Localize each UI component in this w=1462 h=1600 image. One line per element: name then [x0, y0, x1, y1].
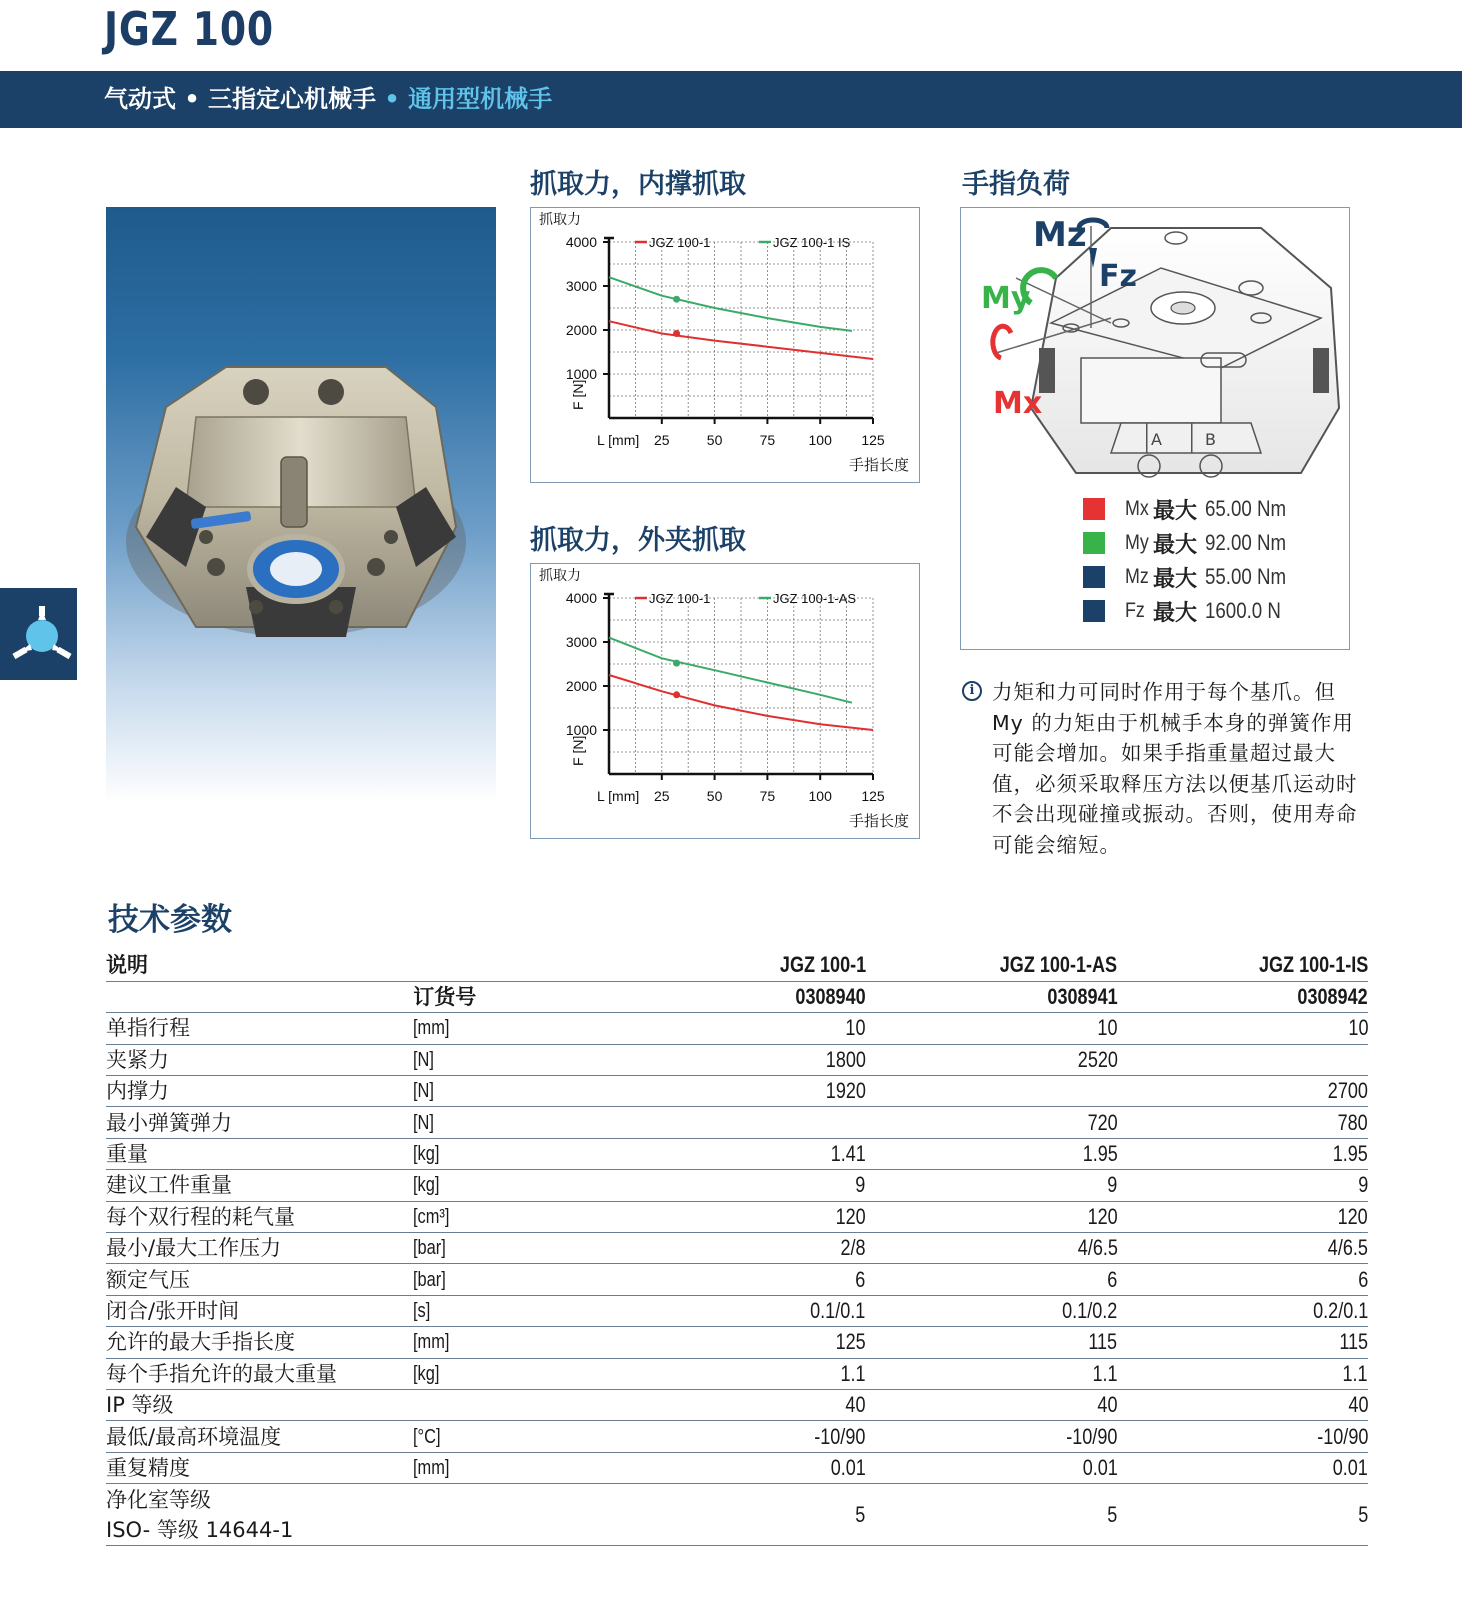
spec-row-value: 0.1/0.1 [619, 1295, 865, 1326]
load-legend-mz [1083, 562, 1300, 592]
series-line [609, 277, 852, 331]
spec-row-value: 1.1 [619, 1358, 865, 1389]
diagram-label-mz: Mz [1033, 215, 1087, 255]
spec-row-value: 0.1/0.2 [866, 1295, 1118, 1326]
x-axis-label: L [mm] [597, 432, 640, 448]
spec-order-label: 订货号 [413, 981, 619, 1012]
spec-row-label: 建议工件重量 [106, 1170, 413, 1201]
x-tick-label: 100 [808, 432, 832, 448]
spec-row-value: 780 [1118, 1107, 1368, 1138]
spec-row-unit: [N] [413, 1076, 619, 1107]
spec-row [106, 1013, 1368, 1044]
spec-row-label: 每个双行程的耗气量 [106, 1201, 413, 1232]
series-marker [673, 296, 680, 303]
spec-row-value: -10/90 [619, 1421, 865, 1452]
y-tick-label: 1000 [565, 366, 597, 382]
legend-swatch [1083, 566, 1105, 588]
spec-header-label: 说明 [106, 950, 413, 981]
spec-row-label: 重复精度 [106, 1452, 413, 1483]
x-tick-label: 50 [706, 432, 723, 448]
spec-row-value: 6 [1118, 1264, 1368, 1295]
spec-row-value: 4/6.5 [1118, 1233, 1368, 1264]
spec-row-cleanroom [106, 1484, 1368, 1546]
spec-row-value: 125 [619, 1327, 865, 1358]
spec-row-value: 5 [866, 1484, 1118, 1546]
x-tick-label: 75 [759, 432, 776, 448]
spec-row-value: 40 [1118, 1389, 1368, 1420]
spec-row-value: 115 [866, 1327, 1118, 1358]
spec-row-value: 9 [619, 1170, 865, 1201]
spec-row-unit: [N] [413, 1107, 619, 1138]
spec-order-number: 0308941 [866, 981, 1118, 1012]
legend-label: JGZ 100-1 [649, 235, 711, 250]
x-tick-label: 125 [861, 788, 885, 804]
load-note-text: 力矩和力可同时作用于每个基爪。但 My 的力矩由于机械手本身的弹簧作用可能会增加。如果手指重量超过最大值，必须采取释压方法以便基爪运动时不会出现碰撞或振动。否则，使用寿命可能会缩短。 [992, 680, 1358, 857]
spec-row-value: 6 [866, 1264, 1118, 1295]
legend-label: 最大 [1153, 566, 1198, 592]
category-header-bar [0, 71, 1462, 128]
spec-row-value: 10 [619, 1013, 865, 1044]
breadcrumb-accent: 通用型机械手 [408, 85, 553, 113]
spec-row [106, 1452, 1368, 1483]
spec-row [106, 1170, 1368, 1201]
spec-header-col: JGZ 100-1 [619, 950, 865, 981]
legend-symbol: Mz [1125, 565, 1149, 588]
spec-order-number: 0308940 [619, 981, 865, 1012]
legend-label: 最大 [1153, 532, 1198, 558]
spec-title: 技术参数 [108, 902, 232, 938]
spec-header-col: JGZ 100-1-IS [1118, 950, 1368, 981]
legend-value: 65.00 Nm [1205, 496, 1287, 521]
spec-row-label: 额定气压 [106, 1264, 413, 1295]
three-finger-gripper-icon [0, 588, 77, 680]
chart-outer-plot [531, 564, 921, 840]
finger-load-diagram [961, 208, 1348, 498]
chart-grid [609, 598, 873, 774]
spec-row-value: 1.1 [1118, 1358, 1368, 1389]
x-axis-label: L [mm] [597, 788, 640, 804]
gripper-product-image [106, 207, 496, 803]
series-line [609, 638, 852, 703]
spec-row-value: -10/90 [866, 1421, 1118, 1452]
spec-row-unit: [bar] [413, 1233, 619, 1264]
spec-row-value: 9 [866, 1170, 1118, 1201]
spec-row-value: 2700 [1118, 1076, 1368, 1107]
spec-row-value: 5 [1118, 1484, 1368, 1546]
spec-row-value: -10/90 [1118, 1421, 1368, 1452]
y-tick-label: 4000 [565, 590, 597, 606]
legend-value: 55.00 Nm [1205, 564, 1287, 589]
spec-row-value: 1.95 [1118, 1138, 1368, 1169]
spec-row [106, 1295, 1368, 1326]
spec-row-value: 4/6.5 [866, 1233, 1118, 1264]
y-axis-label: F [N] [570, 735, 586, 766]
finger-load-heading: 手指负荷 [962, 169, 1070, 200]
spec-order-number: 0308942 [1118, 981, 1368, 1012]
y-tick-label: 4000 [565, 234, 597, 250]
chart-inner-box [530, 207, 920, 483]
x-tick-label: 25 [654, 788, 670, 804]
product-photo-panel [106, 207, 496, 803]
spec-row-label: 净化室等级 ISO- 等级 14644-1 [106, 1484, 413, 1546]
x-axis-caption: 手指长度 [848, 812, 909, 830]
series-marker [673, 660, 680, 667]
spec-row-label: 内撑力 [106, 1076, 413, 1107]
legend-symbol: Mx [1125, 497, 1149, 520]
breadcrumb-main: 气动式 • 三指定心机械手 [104, 85, 377, 113]
spec-row-unit: [bar] [413, 1264, 619, 1295]
y-axis-title: 抓取力 [539, 568, 581, 584]
spec-row-value: 0.01 [619, 1452, 865, 1483]
x-tick-label: 125 [861, 432, 885, 448]
spec-row-value: 5 [619, 1484, 865, 1546]
y-tick-label: 2000 [565, 678, 597, 694]
legend-swatch [1083, 498, 1105, 520]
info-icon: i [962, 681, 982, 701]
spec-row-value: 115 [1118, 1327, 1368, 1358]
spec-row-value [619, 1107, 865, 1138]
spec-row-value: 10 [1118, 1013, 1368, 1044]
legend-symbol: Fz [1125, 599, 1145, 622]
finger-load-box [960, 207, 1350, 650]
legend-label: 最大 [1153, 498, 1198, 524]
x-tick-label: 75 [759, 788, 776, 804]
spec-row-value: 2520 [866, 1044, 1118, 1075]
y-axis-title: 抓取力 [539, 212, 581, 228]
category-breadcrumb [104, 81, 552, 117]
spec-row-value [1118, 1044, 1368, 1075]
legend-label: 最大 [1153, 600, 1198, 626]
y-axis-label: F [N] [570, 379, 586, 410]
legend-label: JGZ 100-1-AS [773, 591, 857, 606]
spec-row-unit: [cm³] [413, 1201, 619, 1232]
spec-row-unit: [kg] [413, 1358, 619, 1389]
diagram-label-b: B [1205, 430, 1216, 449]
legend-label: JGZ 100-1 IS [773, 235, 851, 250]
legend-swatch [1083, 600, 1105, 622]
spec-row [106, 1044, 1368, 1075]
load-legend-mx [1083, 494, 1300, 524]
spec-row-label: 允许的最大手指长度 [106, 1327, 413, 1358]
spec-row [106, 1421, 1368, 1452]
spec-row-value: 40 [619, 1389, 865, 1420]
spec-row-label: 最低/最高环境温度 [106, 1421, 413, 1452]
spec-row-label: 夹紧力 [106, 1044, 413, 1075]
spec-row-label: IP 等级 [106, 1389, 413, 1420]
chart-outer-box [530, 563, 920, 839]
y-tick-label: 3000 [565, 278, 597, 294]
series-marker [673, 330, 680, 337]
spec-row-label: 每个手指允许的最大重量 [106, 1358, 413, 1389]
spec-row-value: 9 [1118, 1170, 1368, 1201]
spec-row [106, 1358, 1368, 1389]
spec-order-row [106, 981, 1368, 1012]
spec-row-unit: [°C] [413, 1421, 619, 1452]
spec-row-value: 1800 [619, 1044, 865, 1075]
legend-swatch [1083, 532, 1105, 554]
spec-row-label: 单指行程 [106, 1013, 413, 1044]
spec-row-label: 闭合/张开时间 [106, 1295, 413, 1326]
spec-row-label: 最小/最大工作压力 [106, 1233, 413, 1264]
spec-row-value: 120 [619, 1201, 865, 1232]
legend-value: 92.00 Nm [1205, 530, 1287, 555]
spec-row-value: 1.95 [866, 1138, 1118, 1169]
spec-row-unit: [kg] [413, 1138, 619, 1169]
diagram-label-mx: Mx [993, 386, 1043, 421]
spec-row-unit: [N] [413, 1044, 619, 1075]
spec-row-unit: [mm] [413, 1452, 619, 1483]
chart-inner-plot [531, 208, 921, 484]
spec-row-value: 40 [866, 1389, 1118, 1420]
spec-row-label: 重量 [106, 1138, 413, 1169]
breadcrumb-separator: • [376, 85, 409, 113]
spec-header-row [106, 950, 1368, 981]
spec-row-value [866, 1076, 1118, 1107]
y-tick-label: 3000 [565, 634, 597, 650]
spec-row-value: 120 [1118, 1201, 1368, 1232]
spec-row-value: 0.01 [1118, 1452, 1368, 1483]
spec-table [106, 950, 1368, 1546]
spec-row-value: 120 [866, 1201, 1118, 1232]
spec-row-value: 1.1 [866, 1358, 1118, 1389]
spec-row-unit [413, 1389, 619, 1420]
load-legend-my [1083, 528, 1300, 558]
spec-row [106, 1201, 1368, 1232]
spec-row-value: 6 [619, 1264, 865, 1295]
x-tick-label: 25 [654, 432, 670, 448]
spec-row-unit: [mm] [413, 1013, 619, 1044]
diagram-label-a: A [1151, 430, 1162, 449]
spec-row [106, 1138, 1368, 1169]
diagram-label-fz: Fz [1099, 259, 1137, 294]
product-title: JGZ 100 [104, 2, 274, 56]
spec-row [106, 1327, 1368, 1358]
spec-row-value: 0.01 [866, 1452, 1118, 1483]
legend-label: JGZ 100-1 [649, 591, 711, 606]
spec-row [106, 1264, 1368, 1295]
gripper-category-tab[interactable] [0, 588, 77, 680]
spec-row-value: 10 [866, 1013, 1118, 1044]
spec-row-value: 720 [866, 1107, 1118, 1138]
spec-row-value: 0.2/0.1 [1118, 1295, 1368, 1326]
x-tick-label: 50 [706, 788, 723, 804]
chart-inner-heading: 抓取力，内撑抓取 [530, 169, 746, 200]
spec-header-col: JGZ 100-1-AS [866, 950, 1118, 981]
spec-row [106, 1076, 1368, 1107]
series-marker [673, 691, 680, 698]
legend-symbol: My [1125, 531, 1149, 554]
spec-row [106, 1389, 1368, 1420]
spec-row [106, 1107, 1368, 1138]
y-tick-label: 1000 [565, 722, 597, 738]
diagram-label-my: My [981, 281, 1031, 316]
spec-row-value: 2/8 [619, 1233, 865, 1264]
spec-row [106, 1233, 1368, 1264]
spec-row-value: 1.41 [619, 1138, 865, 1169]
spec-row-unit: [kg] [413, 1170, 619, 1201]
x-tick-label: 100 [808, 788, 832, 804]
chart-outer-heading: 抓取力，外夹抓取 [530, 525, 746, 556]
spec-row-label: 最小弹簧弹力 [106, 1107, 413, 1138]
spec-row-unit: [s] [413, 1295, 619, 1326]
spec-row-unit: [mm] [413, 1327, 619, 1358]
x-axis-caption: 手指长度 [848, 456, 909, 474]
load-legend-fz [1083, 596, 1294, 626]
legend-value: 1600.0 N [1205, 598, 1281, 623]
spec-row-value: 1920 [619, 1076, 865, 1107]
y-tick-label: 2000 [565, 322, 597, 338]
